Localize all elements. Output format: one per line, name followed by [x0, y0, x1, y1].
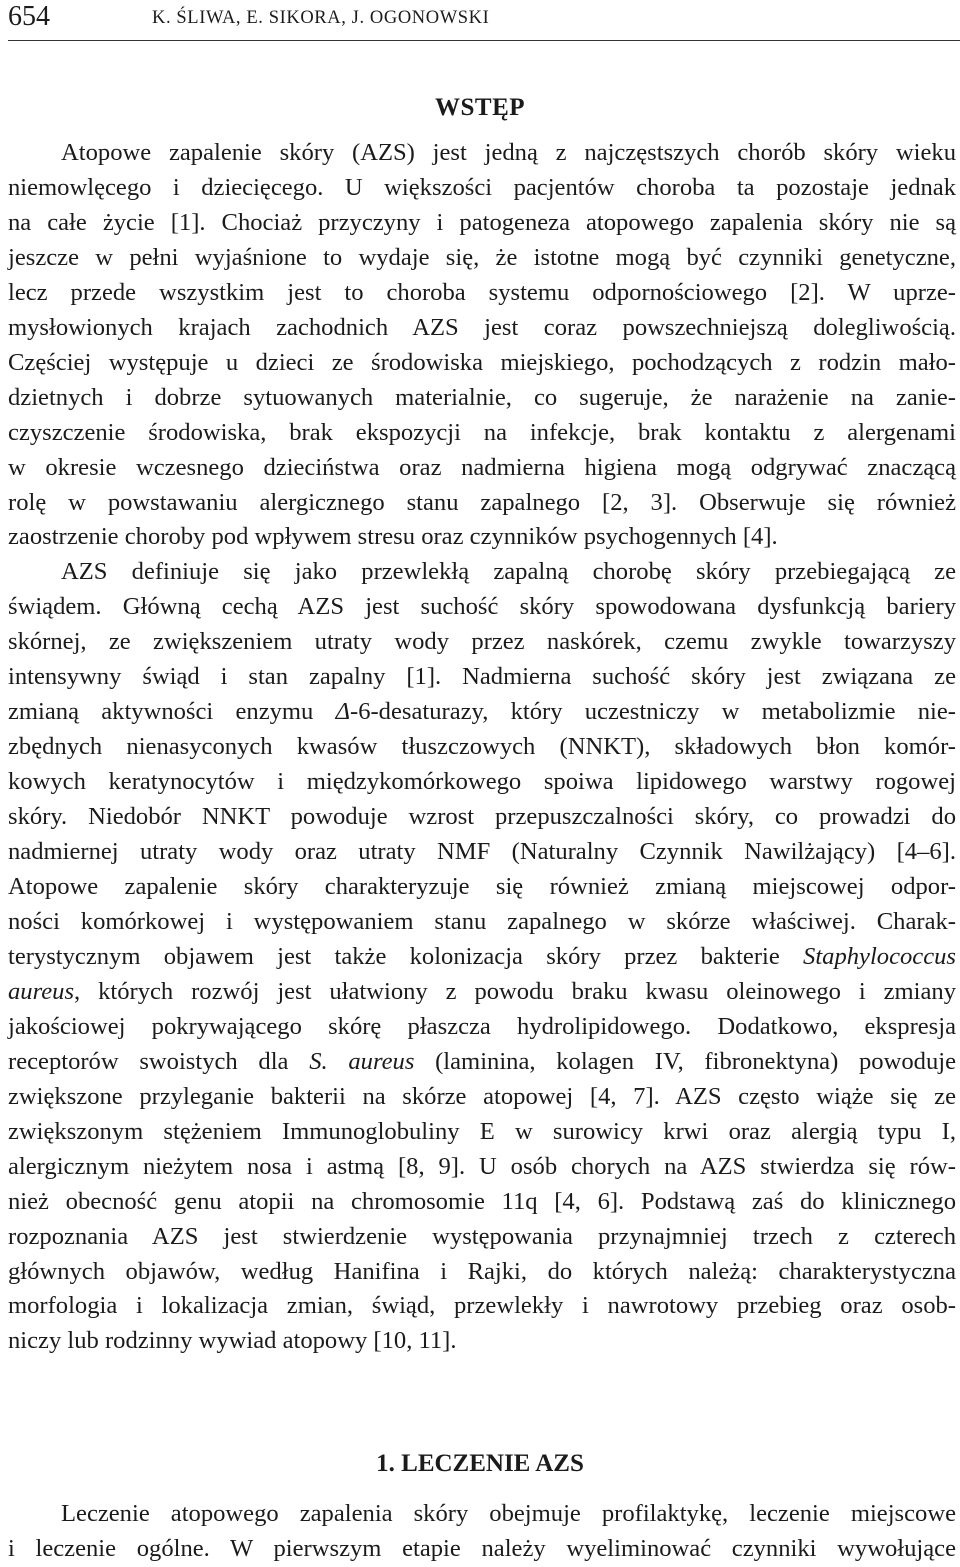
text-line: zwiększone przyleganie bakterii na skórze atopowej [4, 7]. AZS często wiąże się ze: [8, 1082, 956, 1110]
introduction-body: [8, 136, 956, 1359]
text-line: zmianą aktywności enzymu Δ-6-desaturazy, który uczestniczy w metabolizmie nie-: [8, 698, 956, 726]
text-line: Atopowe zapalenie skóry (AZS) jest jedną z najczęstszych chorób skóry wieku: [61, 139, 956, 166]
text-line: AZS definiuje się jako przewlekłą zapalną chorobę skóry przebiegającą ze: [61, 558, 956, 586]
text-line: skórnej, ze zwiększeniem utraty wody przez naskórek, czemu zwykle towarzyszy: [8, 628, 956, 656]
text-line: jakościowej pokrywającego skórę płaszcza hydrolipidowego. Dodatkowo, ekspresja: [8, 1012, 956, 1040]
text-line: Leczenie atopowego zapalenia skóry obejmuje profilaktykę, leczenie miejscowe: [61, 1500, 956, 1527]
text-line: świądem. Główną cechą AZS jest suchość skóry spowodowana dysfunkcją bariery: [8, 593, 956, 621]
text-line: dzietnych i dobrze sytuowanych materialnie, co sugeruje, że narażenie na zanie-: [8, 383, 956, 411]
text-line: aureus, których rozwój jest ułatwiony z powodu braku kwasu oleinowego i zmiany: [8, 977, 956, 1005]
section-heading-treatment: 1. LECZENIE AZS: [376, 1449, 584, 1477]
text-line: rozpoznania AZS jest stwierdzenie występowania przynajmniej trzech z czterech: [8, 1222, 956, 1250]
text-line: czyszczenie środowiska, brak ekspozycji na infekcje, brak kontaktu z alergenami: [8, 418, 956, 446]
section-heading-introduction: WSTĘP: [434, 93, 526, 121]
text-line: morfologia i lokalizacja zmian, świąd, przewlekły i nawrotowy przebieg oraz osob-: [8, 1292, 956, 1320]
paragraph: [8, 1497, 956, 1567]
text-line: nadmiernej utraty wody oraz utraty NMF (Naturalny Czynnik Nawilżający) [4–6].: [8, 838, 956, 866]
text-line: nież obecność genu atopii na chromosomie 11q [4, 6]. Podstawą zaś do klinicznego: [8, 1187, 956, 1215]
text-line: w okresie wczesnego dzieciństwa oraz nadmierna higiena mogą odgrywać znaczącą: [8, 453, 956, 481]
text-line: terystycznym objawem jest także kolonizacja skóry przez bakterie Staphylococcus: [8, 942, 956, 970]
text-line: na całe życie [1]. Chociaż przyczyny i patogeneza atopowego zapalenia skóry nie są: [8, 208, 956, 236]
text-line: intensywny świąd i stan zapalny [1]. Nadmierna suchość skóry jest związana ze: [8, 663, 956, 691]
text-line: skóry. Niedobór NNKT powoduje wzrost przepuszczalności skóry, co prowadzi do: [8, 803, 956, 831]
running-head: [8, 0, 960, 40]
text-line: głównych objawów, według Hanifina i Rajki, do których należą: charakterystyczna: [8, 1257, 956, 1285]
text-line: i leczenie ogólne. W pierwszym etapie należy wyeliminować czynniki wywołujące: [8, 1534, 956, 1562]
text-line: Częściej występuje u dzieci ze środowiska miejskiego, pochodzących z rodzin mało-: [8, 348, 956, 376]
text-line: zaostrzenie choroby pod wpływem stresu oraz czynników psychogennych [4].: [8, 523, 778, 551]
text-line: kowych keratynocytów i międzykomórkowego spoiwa lipidowego warstwy rogowej: [8, 768, 956, 796]
running-head-authors: K. ŚLIWA, E. SIKORA, J. OGONOWSKI: [152, 8, 490, 28]
text-line: zbędnych nienasyconych kwasów tłuszczowych (NNKT), składowych błon komór-: [8, 733, 956, 761]
paragraph: [8, 136, 956, 555]
text-line: receptorów swoistych dla S. aureus (laminina, kolagen IV, fibronektyna) powoduje: [8, 1047, 956, 1075]
text-line: alergicznym nieżytem nosa i astmą [8, 9]. U osób chorych na AZS stwierdza się rów-: [8, 1152, 956, 1180]
text-line: lecz przede wszystkim jest to choroba systemu odpornościowego [2]. W uprze-: [8, 278, 956, 306]
text-line: zwiększonym stężeniem Immunoglobuliny E w surowicy krwi oraz alergią typu I,: [8, 1117, 956, 1145]
header-rule: [8, 40, 960, 41]
treatment-body: [8, 1497, 956, 1567]
page-number: 654: [8, 1, 50, 32]
paragraph: [8, 555, 956, 1359]
text-line: jeszcze w pełni wyjaśnione to wydaje się, że istotne mogą być czynniki genetyczne,: [8, 243, 956, 271]
text-line: niemowlęcego i dziecięcego. U większości pacjentów choroba ta pozostaje jednak: [8, 173, 956, 201]
text-line: ności komórkowej i występowaniem stanu zapalnego w skórze właściwej. Charak-: [8, 907, 956, 935]
text-line: mysłowionych krajach zachodnich AZS jest coraz powszechniejszą dolegliwością.: [8, 313, 956, 341]
text-line: niczy lub rodzinny wywiad atopowy [10, 11].: [8, 1327, 457, 1355]
text-line: Atopowe zapalenie skóry charakteryzuje się również zmianą miejscowej odpor-: [8, 873, 956, 901]
text-line: rolę w powstawaniu alergicznego stanu zapalnego [2, 3]. Obserwuje się również: [8, 488, 956, 516]
